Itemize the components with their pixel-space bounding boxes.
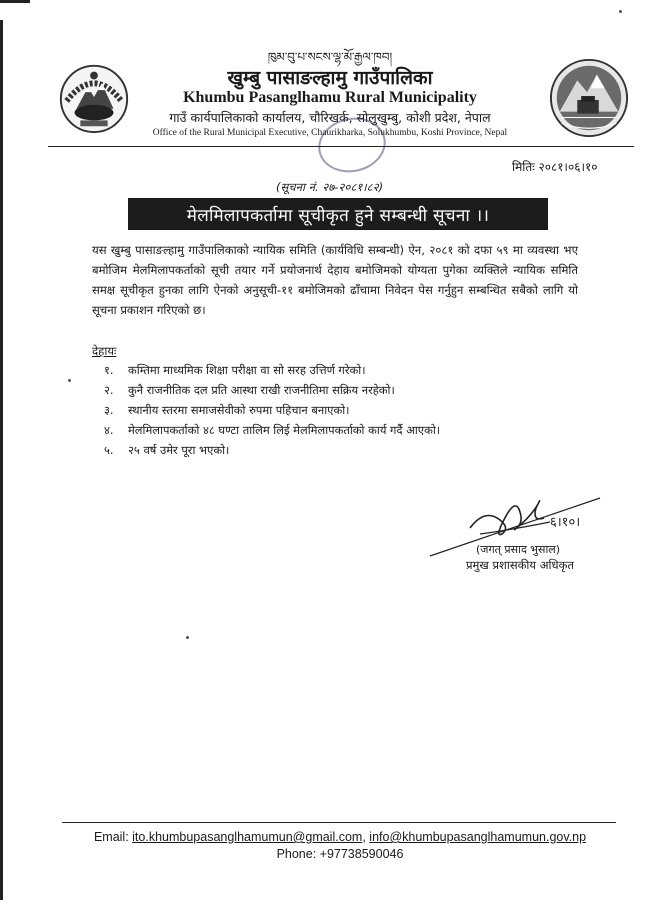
scan-speck: [68, 379, 71, 382]
scan-edge: [0, 0, 30, 3]
footer-email-line: Email: ito.khumbupasanglhamumun@gmail.com, info@khumbupasanglhamumun.gov.np: [93, 830, 587, 844]
municipality-name-english: Khumbu Pasanglhamu Rural Municipality: [183, 89, 477, 106]
list-item: १. कम्तिमा माध्यमिक शिक्षा परीक्षा वा सो सरह उत्तिर्ण गरेको।: [104, 363, 366, 377]
scan-speck: [619, 10, 622, 13]
notice-body: यस खुम्बु पासाङल्हामु गाउँपालिकाको न्यायिक समिति (कार्यविधि सम्बन्धी) ऐन, २०८१ को दफा ५९ मा व्यवस्था भए बमोजिम मेलमिलापकर्ताको सूची तयार गर्ने प्रयोजनार्थ देहाय बमोजिमको योग्यता पुगेका व्यक्तिले न्यायिक समिति समक्ष सूचीकृत हुनका लागि ऐनको अनुसूची-११ बमोजिमको ढाँचामा निवेदन पेस गर्नुहुन सम्बन्धित सबैको लागि यो सूचना प्रकाशन गरिएको छ।: [92, 243, 578, 317]
email-label: Email:: [93, 830, 129, 844]
office-address-english: Office of the Rural Municipal Executive, Chaurikharka, Solukhumbu, Koshi Province, Nepal: [152, 128, 508, 138]
list-item: २. कुनै राजनीतिक दल प्रति आस्था राखी राजनीतिमा सक्रिय नरहेको।: [104, 383, 395, 397]
notice-title: मेलमिलापकर्तामा सूचीकृत हुने सम्बन्धी सूचना ।।: [128, 198, 548, 230]
mountain-logo-icon: [548, 57, 630, 139]
notice-date: मितिः २०८१।०६।१०: [512, 160, 598, 174]
list-item: ५. २५ वर्ष उमेर पूरा भएको।: [104, 443, 230, 457]
email-link-ito[interactable]: ito.khumbupasanglhamumun@gmail.com: [132, 830, 363, 844]
footer-phone: Phone: +97738590046: [276, 847, 404, 861]
signature-date: ६।१०।: [550, 515, 581, 530]
office-address-nepali: गाउँ कार्यपालिकाको कार्यालय, चौरिखर्क, सोलुखुम्बु, कोशी प्रदेश, नेपाल: [169, 110, 491, 125]
header-tibetan-line: ཁུམ་བུ་པ་སངས་ལྷ་མོ་རྒྱལ་ཁབ།: [267, 50, 393, 64]
list-item: ३. स्थानीय स्तरमा समाजसेवीको रुपमा पहिचान बनाएको।: [104, 403, 350, 417]
requirements-list: [104, 360, 574, 460]
email-link-info[interactable]: info@khumbupasanglhamumun.gov.np: [369, 830, 587, 844]
scan-edge-left: [0, 20, 3, 900]
scan-speck: [186, 636, 189, 639]
requirements-heading: देहायः: [92, 344, 117, 358]
footer-divider: [62, 822, 616, 823]
municipality-name-nepali: खुम्बु पासाङल्हामु गाउँपालिका: [227, 67, 433, 89]
signatory-name: (जगत् प्रसाद भुसाल): [476, 543, 561, 556]
signatory-designation: प्रमुख प्रशासकीय अधिकृत: [466, 558, 574, 572]
list-item: ४. मेलमिलापकर्ताको ४८ घण्टा तालिम लिई मेलमिलापकर्ताको कार्य गर्दै आएको।: [104, 423, 441, 437]
notice-reference: (सूचना नं. २७-२०८१।८२): [276, 180, 384, 194]
